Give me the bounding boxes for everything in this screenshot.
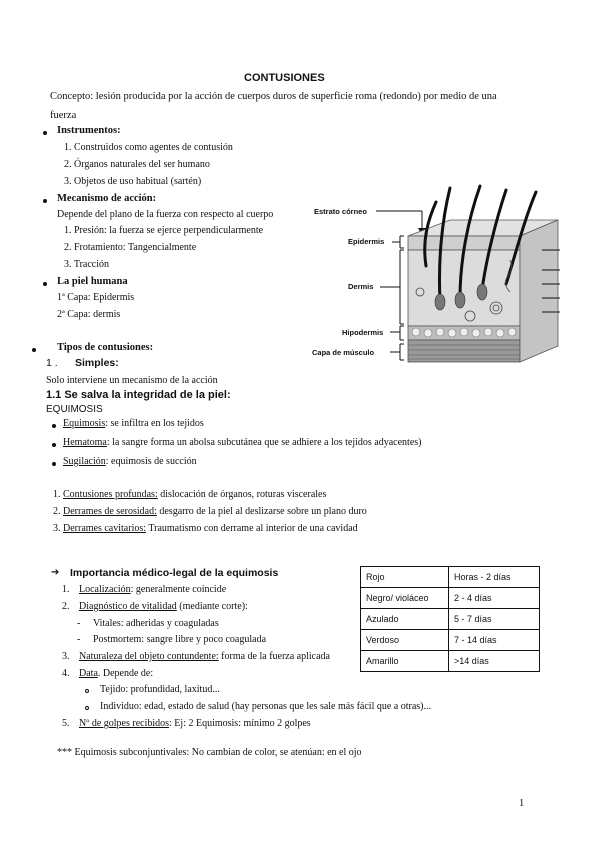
contusiones-item-3 [53, 523, 358, 534]
item-number: 3. [53, 523, 63, 534]
equimosis-color-table [360, 566, 540, 672]
item-description: . Depende de: [97, 668, 154, 679]
item-term: Diagnóstico de vitalidad [79, 601, 177, 612]
importancia-item-3-number: 3. [62, 651, 70, 662]
item-description: forma de la fuerza aplicada [218, 651, 330, 662]
circle-bullet-icon [85, 706, 89, 710]
diagram-label-estrato-corneo: Estrato córneo [314, 207, 367, 216]
mecanismo-intro: Depende del plano de la fuerza con respecto al cuerpo [57, 209, 274, 220]
table-cell: Negro/ violáceo [361, 588, 449, 609]
diagram-label-hipodermis: Hipodermis [342, 328, 384, 337]
bullet-icon [52, 443, 56, 447]
bullet-icon [52, 462, 56, 466]
item-term: Naturaleza del objeto contundente: [79, 651, 219, 662]
table-row [361, 630, 540, 651]
item-number: 2. [53, 506, 63, 517]
item-description: Traumatismo con derrame al interior de una cavidad [146, 523, 358, 534]
item-number: 1. [53, 489, 63, 500]
table-cell: Verdoso [361, 630, 449, 651]
simples-number: 1 . [46, 357, 58, 369]
hematoma-term: Hematoma [63, 437, 107, 448]
piel-capa-1: 1ª Capa: Epidermis [57, 292, 135, 303]
table-row [361, 567, 540, 588]
sugilacion-definition: : equimosis de succión [105, 456, 197, 467]
importancia-item-3 [79, 651, 330, 662]
item-term: Derrames cavitarios: [63, 523, 147, 534]
bullet-icon [32, 348, 36, 352]
table-row [361, 609, 540, 630]
integridad-heading: 1.1 Se salva la integridad de la piel: [46, 389, 231, 401]
skin-diagram [310, 180, 560, 380]
hematoma-definition: : la sangre forma un abolsa subcutánea que se adhiere a los tejidos adyacentes) [106, 437, 422, 448]
sugilacion-term: Sugilación [63, 456, 106, 467]
table-cell: >14 días [449, 651, 540, 672]
equimosis-term: Equimosis [63, 418, 106, 429]
simples-description: Solo interviene un mecanismo de la acción [46, 375, 218, 386]
concepto-line-2: fuerza [50, 110, 77, 121]
table-cell: Horas - 2 días [449, 567, 540, 588]
importancia-item-2 [79, 601, 248, 612]
instrumentos-heading: Instrumentos: [57, 125, 121, 136]
dash-icon: - [77, 618, 81, 629]
equimosis-definition: : se infiltra en los tejidos [105, 418, 204, 429]
circle-bullet-icon [85, 689, 89, 693]
bullet-icon [43, 131, 47, 135]
instrumentos-item-2: 2. Órganos naturales del ser humano [64, 159, 210, 170]
tipos-heading: Tipos de contusiones: [57, 342, 154, 353]
item-term: Nº de golpes recibidos [79, 718, 170, 729]
item-description: (mediante corte): [176, 601, 248, 612]
table-cell: Amarillo [361, 651, 449, 672]
instrumentos-item-1: 1. Construidos como agentes de contusión [64, 142, 233, 153]
item-description: : generalmente coincide [130, 584, 227, 595]
dash-icon: - [77, 634, 81, 645]
importancia-heading: Importancia médico-legal de la equimosis [70, 567, 279, 579]
vitales-line: Vitales: adheridas y coaguladas [93, 618, 219, 629]
bullet-icon [43, 199, 47, 203]
table-cell: Rojo [361, 567, 449, 588]
item-term: Contusiones profundas: [63, 489, 158, 500]
item-description: desgarro de la piel al deslizarse sobre un plano duro [156, 506, 367, 517]
mecanismo-heading: Mecanismo de acción: [57, 193, 157, 204]
diagram-label-capa-musculo: Capa de músculo [312, 348, 375, 357]
importancia-item-5 [79, 718, 311, 729]
importancia-item-5-number: 5. [62, 718, 70, 729]
equimosis-label: EQUIMOSIS [46, 404, 103, 415]
equimosis-bullet [63, 418, 204, 429]
item-term: Derrames de serosidad: [63, 506, 157, 517]
arrow-icon: ➔ [51, 567, 60, 578]
item-term: Localización [79, 584, 131, 595]
diagram-label-epidermis: Epidermis [348, 237, 385, 246]
postmortem-line: Postmortem: sangre libre y poco coagulada [93, 634, 267, 645]
table-cell: 5 - 7 días [449, 609, 540, 630]
item-description: dislocación de órganos, roturas viscerales [157, 489, 327, 500]
individuo-line: Individuo: edad, estado de salud (hay personas que les sale más fácil que a otras)... [100, 701, 432, 712]
concepto-line-1: Concepto: lesión producida por la acción de cuerpos duros de superficie roma (redondo) por medio de una [50, 91, 497, 102]
page-number: 1 [519, 798, 525, 809]
mecanismo-item-2: 2. Frotamiento: Tangencialmente [64, 242, 197, 253]
piel-heading: La piel humana [57, 276, 128, 287]
footnote: *** Equimosis subconjuntivales: No cambian de color, se atenúan: en el ojo [57, 747, 362, 758]
contusiones-item-2 [53, 506, 367, 517]
bullet-icon [52, 424, 56, 428]
skin-illustration-icon [310, 180, 560, 380]
importancia-item-4-number: 4. [62, 668, 70, 679]
piel-capa-2: 2ª Capa: dermis [57, 309, 121, 320]
importancia-item-1-number: 1. [62, 584, 70, 595]
table-cell: 2 - 4 días [449, 588, 540, 609]
importancia-item-2-number: 2. [62, 601, 70, 612]
mecanismo-item-3: 3. Tracción [64, 259, 109, 270]
contusiones-item-1 [53, 489, 326, 500]
importancia-item-4 [79, 668, 153, 679]
table-row [361, 588, 540, 609]
simples-heading: Simples: [75, 357, 119, 369]
tejido-line: Tejido: profundidad, laxitud... [100, 684, 220, 695]
importancia-item-1 [79, 584, 226, 595]
table-cell: Azulado [361, 609, 449, 630]
bullet-icon [43, 282, 47, 286]
diagram-label-dermis: Dermis [348, 282, 374, 291]
hematoma-bullet [63, 437, 421, 448]
sugilacion-bullet [63, 456, 197, 467]
item-description: : Ej: 2 Equimosis: mínimo 2 golpes [169, 718, 311, 729]
table-row [361, 651, 540, 672]
item-term: Data [79, 668, 98, 679]
page-title: CONTUSIONES [244, 72, 325, 84]
mecanismo-item-1: 1. Presión: la fuerza se ejerce perpendicularmente [64, 225, 264, 236]
instrumentos-item-3: 3. Objetos de uso habitual (sartén) [64, 176, 202, 187]
table-cell: 7 - 14 días [449, 630, 540, 651]
